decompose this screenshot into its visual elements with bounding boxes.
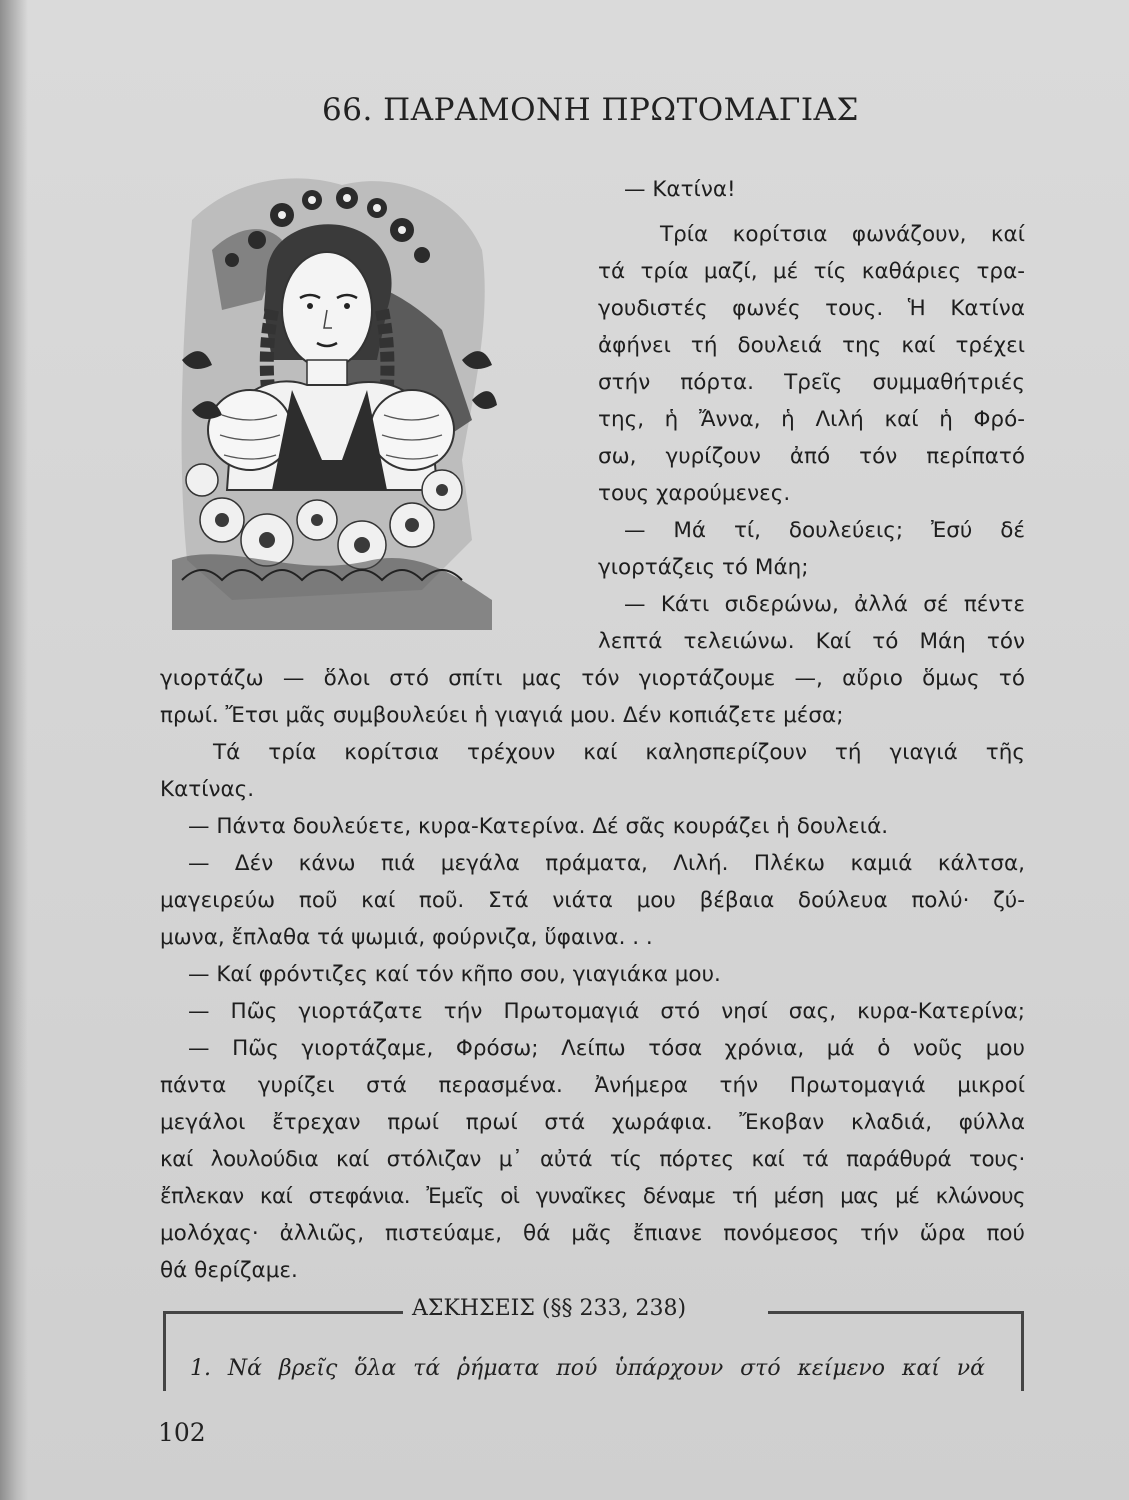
exercise-item: 1. Νά βρεῖς ὅλα τά ῥήματα πού ὑπάρχουν στό κείμενο καί νά (190, 1356, 985, 1381)
text-line: γιορτάζεις τό Μάη; (598, 555, 809, 580)
text-line: — Κατίνα! (624, 177, 736, 202)
text-line: — Πάντα δουλεύετε, κυρα-Κατερίνα. Δέ σᾶς κουράζει ἡ δουλειά. (188, 814, 889, 839)
text-line: — Πῶς γιορτάζατε τήν Πρωτομαγιά στό νησί σας, κυρα-Κατερίνα; (188, 999, 1025, 1024)
text-line: πάντα γυρίζει στά περασμένα. Ἀνήμερα τήν Πρωτομαγιά μικροί (160, 1073, 1025, 1098)
text-line: ἀφήνει τή δουλειά της καί τρέχει (598, 333, 1025, 358)
page-number: 102 (158, 1418, 206, 1447)
exercise-box-border-top-left (163, 1311, 403, 1314)
text-line: μωνα, ἔπλαθα τά ψωμιά, φούρνιζα, ὕφαινα. . . (160, 925, 653, 950)
text-line: στήν πόρτα. Τρεῖς συμμαθήτριές (598, 370, 1025, 395)
text-line: σω, γυρίζουν ἀπό τόν περίπατό (598, 444, 1025, 469)
text-line: μαγειρεύω ποῦ καί ποῦ. Στά νιάτα μου βέβαια δούλευα πολύ· ζύ- (160, 888, 1025, 913)
girl-with-flowers-illustration (172, 160, 502, 630)
text-line: — Κάτι σιδερώνω, ἀλλά σέ πέντε (624, 592, 1025, 617)
text-line: θά θερίζαμε. (160, 1258, 298, 1283)
page-binding-shadow (0, 0, 28, 1500)
text-line: Τρία κορίτσια φωνάζουν, καί (660, 222, 1025, 247)
text-line: τους χαρούμενες. (598, 481, 791, 506)
text-line: γιορτάζω — ὅλοι στό σπίτι μας τόν γιορτάζουμε —, αὔριο ὅμως τό (160, 666, 1025, 691)
text-line: ἔπλεκαν καί στεφάνια. Ἐμεῖς οἱ γυναῖκες δέναμε τή μέση μας μέ κλώνους (160, 1184, 1025, 1209)
text-line: καί λουλούδια καί στόλιζαν μ᾿ αὐτά τίς πόρτες καί τά παράθυρά τους· (160, 1147, 1025, 1172)
text-line: μολόχας· ἀλλιῶς, πιστεύαμε, θά μᾶς ἔπιανε πονόμεσος τήν ὥρα πού (160, 1221, 1025, 1246)
text-line: Κατίνας. (160, 777, 255, 802)
text-line: λεπτά τελειώνω. Καί τό Μάη τόν (598, 629, 1025, 654)
text-line: μεγάλοι ἔτρεχαν πρωί πρωί στά χωράφια. Ἔκοβαν κλαδιά, φύλλα (160, 1110, 1025, 1135)
exercise-box-border-right (1021, 1311, 1024, 1391)
text-line: της, ἡ Ἄννα, ἡ Λιλή καί ἡ Φρό- (598, 407, 1025, 432)
exercises-heading: ΑΣΚΗΣΕΙΣ (§§ 233, 238) (412, 1296, 687, 1321)
text-line: τά τρία μαζί, μέ τίς καθάριες τρα- (598, 259, 1025, 284)
text-line: πρωί. Ἔτσι μᾶς συμβουλεύει ἡ γιαγιά μου. Δέν κοπιάζετε μέσα; (160, 703, 844, 728)
text-line: Τά τρία κορίτσια τρέχουν καί καλησπερίζουν τή γιαγιά τῆς (213, 740, 1025, 765)
text-line: — Δέν κάνω πιά μεγάλα πράματα, Λιλή. Πλέκω καμιά κάλτσα, (188, 851, 1025, 876)
exercise-box-border-top-right (768, 1311, 1024, 1314)
exercise-box-border-left (163, 1311, 166, 1391)
lesson-title: 66. ΠΑΡΑΜΟΝΗ ΠΡΩΤΟΜΑΓΙΑΣ (322, 92, 859, 128)
text-line: — Καί φρόντιζες καί τόν κῆπο σου, γιαγιάκα μου. (188, 962, 721, 987)
text-line: — Πῶς γιορτάζαμε, Φρόσω; Λείπω τόσα χρόνια, μά ὁ νοῦς μου (188, 1036, 1025, 1061)
text-line: γουδιστές φωνές τους. Ἡ Κατίνα (598, 296, 1025, 321)
text-line: — Μά τί, δουλεύεις; Ἐσύ δέ (624, 518, 1025, 543)
